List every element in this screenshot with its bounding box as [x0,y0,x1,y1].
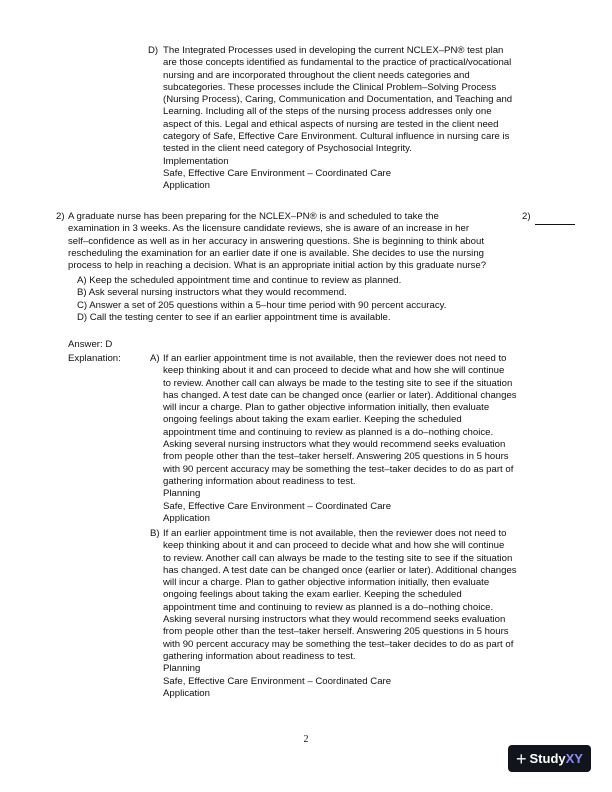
explanation-a-text [163,353,517,525]
text-line: will incur a charge. Plan to gather objective information initially, then evaluate [163,577,490,589]
question-line: rescheduling the examination for an earlier date if one is available. She decides to use the nursing [68,247,484,259]
answer-option: B) Ask several nursing instructors what they would recommend. [77,287,347,299]
text-line: Implementation [163,155,229,167]
text-line: ongoing feelings about taking the exam earlier. Keeping the scheduled [163,414,462,426]
text-line: If an earlier appointment time is not available, then the reviewer does not need to [163,353,507,364]
text-line: If an earlier appointment time is not available, then the reviewer does not need to [163,528,507,539]
margin-question-number: 2) [522,211,531,222]
badge-accent: XY [565,751,583,766]
text-line: gathering information about readiness to test. [163,475,356,487]
question-number: 2) [56,211,65,222]
answer-options [77,275,446,324]
question-line: self–confidence as well as in her accuracy in answering questions. She is beginning to think about [68,235,484,247]
text-line: has changed. A test date can be changed once (earlier or later). Additional changes [163,389,517,401]
text-line: (Nursing Process), Caring, Communication and Documentation, and Teaching and [163,94,513,106]
text-line: Planning [163,663,201,675]
text-line: Application [163,687,210,699]
text-line: Planning [163,488,201,500]
answer-blank [535,224,575,225]
text-line: Asking several nursing instructors what they would recommend seeks evaluation [163,439,506,451]
text-line: appointment time and continuing to review as planned is a do–nothing choice. [163,601,494,613]
explanation-b-label: B) [150,528,160,539]
question-line: examination in 3 weeks. As the licensure candidate reviews, she is aware of an increase in her [68,223,470,235]
text-line: to review. Another call can always be made to the testing site to see if the situation [163,377,513,389]
answer-option: C) Answer a set of 205 questions within a 5–hour time period with 90 percent accuracy. [77,299,447,311]
previous-option-d-text [163,45,512,193]
text-line: will incur a charge. Plan to gather objective information initially, then evaluate [163,402,490,414]
badge-text: Study [529,751,566,766]
text-line: are those concepts identified as fundamental to the practice of practical/vocational [163,57,512,69]
text-line: keep thinking about it and can proceed to decide what and how she will continue [163,365,505,377]
text-line: ongoing feelings about taking the exam earlier. Keeping the scheduled [163,589,462,601]
answer: Answer: D [68,339,113,350]
explanation-label: Explanation: [68,353,121,364]
text-line: appointment time and continuing to review as planned is a do–nothing choice. [163,426,494,438]
text-line: Safe, Effective Care Environment – Coordinated Care [163,500,392,512]
option-label: D) [148,45,159,56]
text-line: keep thinking about it and can proceed to decide what and how she will continue [163,540,505,552]
text-line: subcategories. These processes include the Clinical Problem–Solving Process [163,81,497,93]
text-line: from people other than the test–taker herself. Answering 205 questions in 5 hours [163,626,509,638]
text-line: tested in the client need category of Psychosocial Integrity. [163,143,412,155]
text-line: nursing and are incorporated throughout the client needs categories and [163,69,470,81]
text-line: gathering information about readiness to test. [163,650,356,662]
text-line: Asking several nursing instructors what they would recommend seeks evaluation [163,614,506,626]
text-line: from people other than the test–taker herself. Answering 205 questions in 5 hours [163,451,509,463]
question-text [68,211,486,272]
explanation-a-label: A) [150,353,160,364]
studyxy-badge[interactable] [508,745,591,772]
question-line: A graduate nurse has been preparing for the NCLEX–PN® is and scheduled to take the [68,211,439,222]
text-line: Application [163,180,210,192]
text-line: The Integrated Processes used in developing the current NCLEX–PN® test plan [163,45,504,56]
explanation-b-text [163,528,517,700]
text-line: to review. Another call can always be made to the testing site to see if the situation [163,552,513,564]
text-line: with 90 percent accuracy may be something the test–taker decides to do as part of [163,638,514,650]
question-line: process to help in reaching a decision. What is an appropriate initial action by this graduate nurse? [68,260,487,272]
text-line: Learning. Including all of the steps of the nursing process addresses only one [163,106,492,118]
text-line: aspect of this. Legal and ethical aspects of nursing are tested in the client need [163,118,499,130]
page-number: 2 [303,734,309,745]
answer-option: D) Call the testing center to see if an earlier appointment time is available. [77,311,391,323]
text-line: Safe, Effective Care Environment – Coordinated Care [163,675,392,687]
text-line: has changed. A test date can be changed once (earlier or later). Additional changes [163,564,517,576]
text-line: Safe, Effective Care Environment – Coordinated Care [163,167,392,179]
text-line: with 90 percent accuracy may be something the test–taker decides to do as part of [163,463,514,475]
text-line: category of Safe, Effective Care Environment. Cultural influence in nursing care is [163,131,510,143]
answer-option: A) Keep the scheduled appointment time and continue to review as planned. [77,275,402,286]
text-line: Application [163,512,210,524]
plus-icon: + [516,748,527,769]
